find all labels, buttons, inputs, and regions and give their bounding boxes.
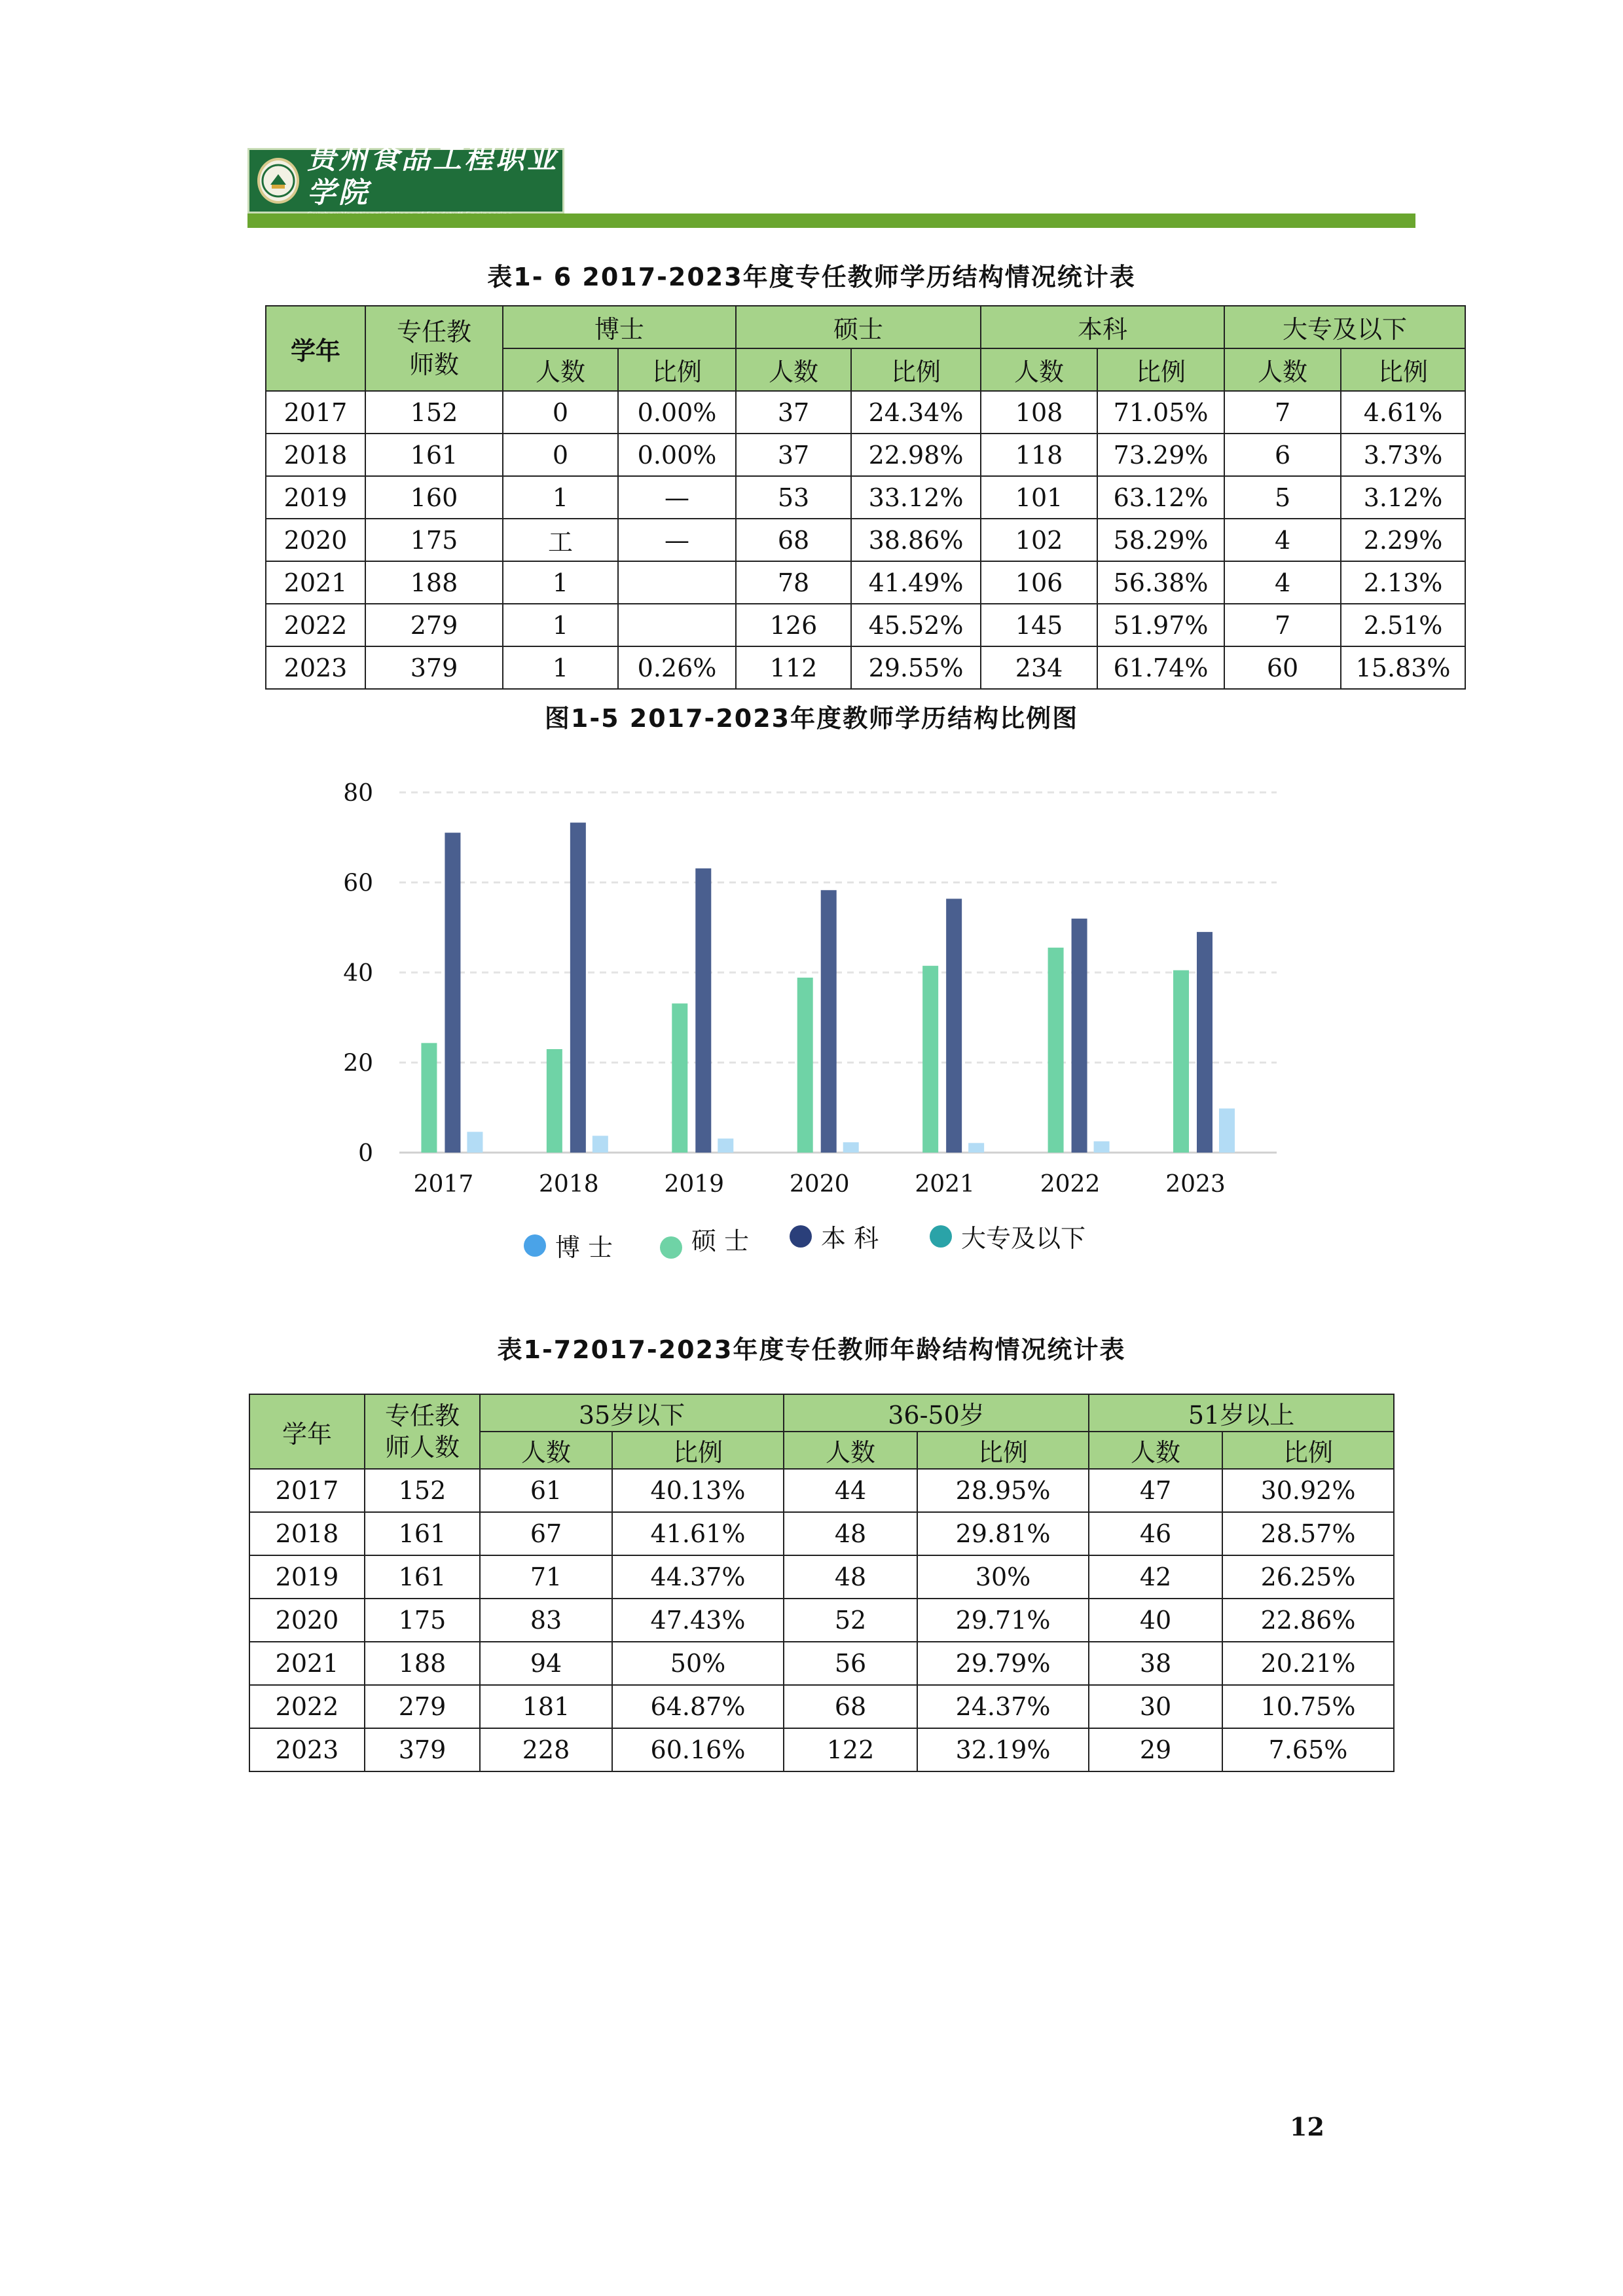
table-cell: 3.73% xyxy=(1341,434,1465,476)
education-structure-table xyxy=(265,305,1466,690)
table1-head-sub: 人数 xyxy=(736,348,851,391)
bar xyxy=(467,1132,483,1153)
table1-caption: 表1- 6 2017-2023年度专任教师学历结构情况统计表 xyxy=(487,263,1136,291)
bar xyxy=(547,1049,562,1153)
table-cell: 29.55% xyxy=(851,646,981,689)
table-cell: 63.12% xyxy=(1097,476,1224,519)
table-cell: 122 xyxy=(784,1728,917,1771)
table-cell: 2021 xyxy=(266,561,365,604)
x-tick-label: 2021 xyxy=(915,1171,975,1198)
x-tick-label: 2022 xyxy=(1040,1171,1101,1198)
school-name-cn: 贵州食品工程职业学院 xyxy=(307,142,558,210)
table-cell: 38 xyxy=(1089,1642,1222,1685)
table-cell: 60.16% xyxy=(612,1728,784,1771)
bar xyxy=(1197,932,1213,1153)
legend-item xyxy=(524,1227,613,1263)
table2-head-group: 35岁以下 xyxy=(480,1394,784,1432)
table-cell xyxy=(618,561,736,604)
table-cell: 30% xyxy=(917,1555,1089,1599)
table-row xyxy=(249,1469,1394,1512)
table-cell: 40 xyxy=(1089,1599,1222,1642)
table1-head-group: 博士 xyxy=(503,306,736,348)
table1-head-sub: 比例 xyxy=(618,348,736,391)
table-cell: 2018 xyxy=(249,1512,365,1555)
table-cell: 175 xyxy=(365,1599,480,1642)
table2-head-teachers-text: 专任教师人数 xyxy=(384,1401,460,1462)
table2-head-teachers xyxy=(365,1394,480,1469)
table2-head-year: 学年 xyxy=(249,1394,365,1469)
table-cell: 108 xyxy=(981,391,1097,434)
table-cell: 37 xyxy=(736,391,851,434)
bar xyxy=(843,1142,859,1153)
table-cell: 228 xyxy=(480,1728,612,1771)
table-cell: 181 xyxy=(480,1685,612,1728)
table1-head-sub: 比例 xyxy=(1341,348,1465,391)
header-rule xyxy=(247,213,1415,228)
table-row xyxy=(266,519,1465,561)
table-cell: 40.13% xyxy=(612,1469,784,1512)
table-cell: 0.00% xyxy=(618,434,736,476)
table-cell: — xyxy=(618,519,736,561)
table-cell: 53 xyxy=(736,476,851,519)
table-cell: 3.12% xyxy=(1341,476,1465,519)
table2-head-group: 51岁以上 xyxy=(1089,1394,1394,1432)
table-cell: 2017 xyxy=(266,391,365,434)
table-cell: 38.86% xyxy=(851,519,981,561)
table-cell: 83 xyxy=(480,1599,612,1642)
page-number: 12 xyxy=(1290,2112,1324,2141)
bar xyxy=(1219,1109,1235,1153)
table-cell: 29.81% xyxy=(917,1512,1089,1555)
table-cell: 161 xyxy=(365,434,503,476)
table2-head-sub: 人数 xyxy=(1089,1432,1222,1469)
table-cell: 2020 xyxy=(249,1599,365,1642)
table-cell: 2020 xyxy=(266,519,365,561)
table-cell: 2.13% xyxy=(1341,561,1465,604)
table1-head-teachers xyxy=(365,306,503,391)
table-cell: 145 xyxy=(981,604,1097,646)
table-cell: 46 xyxy=(1089,1512,1222,1555)
table-cell: 7 xyxy=(1224,391,1341,434)
table-cell: 4 xyxy=(1224,519,1341,561)
table1-head-sub: 比例 xyxy=(851,348,981,391)
table-cell: 78 xyxy=(736,561,851,604)
table-cell: 44.37% xyxy=(612,1555,784,1599)
table-cell: 48 xyxy=(784,1512,917,1555)
table-cell: 28.95% xyxy=(917,1469,1089,1512)
bar xyxy=(445,833,460,1153)
table-cell: 28.57% xyxy=(1222,1512,1394,1555)
table-row xyxy=(266,391,1465,434)
table-cell: 2018 xyxy=(266,434,365,476)
table-cell: 37 xyxy=(736,434,851,476)
table-cell: 41.61% xyxy=(612,1512,784,1555)
table-cell: 73.29% xyxy=(1097,434,1224,476)
table-cell: 47.43% xyxy=(612,1599,784,1642)
table-cell: 26.25% xyxy=(1222,1555,1394,1599)
table-row xyxy=(266,604,1465,646)
table-cell: 56 xyxy=(784,1642,917,1685)
table-cell: 112 xyxy=(736,646,851,689)
table-cell: 2021 xyxy=(249,1642,365,1685)
bar xyxy=(968,1143,984,1153)
bar xyxy=(1094,1141,1110,1153)
legend-swatch xyxy=(790,1225,812,1248)
school-logo xyxy=(247,142,564,213)
table-cell: 279 xyxy=(365,1685,480,1728)
table-cell: 10.75% xyxy=(1222,1685,1394,1728)
table1-head-group: 硕士 xyxy=(736,306,981,348)
table1-head-group: 大专及以下 xyxy=(1224,306,1465,348)
y-tick-label: 80 xyxy=(343,780,373,807)
table-cell: 64.87% xyxy=(612,1685,784,1728)
legend-label: 本 科 xyxy=(821,1224,879,1253)
table1-head-sub: 比例 xyxy=(1097,348,1224,391)
table-cell: 161 xyxy=(365,1555,480,1599)
bar xyxy=(821,890,837,1153)
y-tick-label: 60 xyxy=(343,870,373,897)
table-cell: 24.37% xyxy=(917,1685,1089,1728)
table-cell: 5 xyxy=(1224,476,1341,519)
table-cell: 2023 xyxy=(266,646,365,689)
table-cell: 42 xyxy=(1089,1555,1222,1599)
bar xyxy=(1173,971,1189,1153)
table2-head-sub: 人数 xyxy=(784,1432,917,1469)
table2-head-group: 36-50岁 xyxy=(784,1394,1089,1432)
table-cell: 2.29% xyxy=(1341,519,1465,561)
table-cell: 102 xyxy=(981,519,1097,561)
table-cell: 0 xyxy=(503,391,618,434)
table-row xyxy=(249,1555,1394,1599)
table-row xyxy=(249,1728,1394,1771)
table-cell: 71.05% xyxy=(1097,391,1224,434)
bar xyxy=(797,978,813,1153)
table-row xyxy=(266,434,1465,476)
table-cell: 94 xyxy=(480,1642,612,1685)
school-seal-icon xyxy=(257,158,299,204)
table2-head-sub: 人数 xyxy=(480,1432,612,1469)
legend-label: 硕 士 xyxy=(691,1226,750,1255)
table-cell: 188 xyxy=(365,561,503,604)
table-cell: 29.71% xyxy=(917,1599,1089,1642)
legend-swatch xyxy=(524,1234,546,1257)
table-cell: 32.19% xyxy=(917,1728,1089,1771)
table-cell: 279 xyxy=(365,604,503,646)
table-cell: 48 xyxy=(784,1555,917,1599)
table-row xyxy=(266,561,1465,604)
table-cell: 160 xyxy=(365,476,503,519)
table-cell: 118 xyxy=(981,434,1097,476)
y-tick-label: 40 xyxy=(343,960,373,987)
table-cell: 60 xyxy=(1224,646,1341,689)
x-tick-label: 2019 xyxy=(664,1171,725,1198)
table-cell: 29.79% xyxy=(917,1642,1089,1685)
table-cell: 20.21% xyxy=(1222,1642,1394,1685)
table-cell: 2022 xyxy=(249,1685,365,1728)
table-cell: 1 xyxy=(503,561,618,604)
table-cell: 234 xyxy=(981,646,1097,689)
table-cell: 71 xyxy=(480,1555,612,1599)
table1-head-teachers-text: 专任教师数 xyxy=(396,318,471,379)
table-cell: 2019 xyxy=(266,476,365,519)
table-cell: 68 xyxy=(736,519,851,561)
legend-swatch xyxy=(660,1236,682,1259)
table-cell: 152 xyxy=(365,1469,480,1512)
table-row xyxy=(266,476,1465,519)
bar xyxy=(421,1043,437,1153)
bar xyxy=(695,868,711,1153)
table-cell: 33.12% xyxy=(851,476,981,519)
x-tick-label: 2018 xyxy=(539,1171,599,1198)
age-structure-table xyxy=(249,1394,1395,1772)
table-cell: 0 xyxy=(503,434,618,476)
table-cell: 24.34% xyxy=(851,391,981,434)
table-cell: 58.29% xyxy=(1097,519,1224,561)
table1-head-group: 本科 xyxy=(981,306,1224,348)
legend-item xyxy=(790,1218,879,1254)
table-row xyxy=(266,646,1465,689)
table-cell: 15.83% xyxy=(1341,646,1465,689)
table-cell: 101 xyxy=(981,476,1097,519)
table-cell: 41.49% xyxy=(851,561,981,604)
table-cell xyxy=(618,604,736,646)
table-cell: 22.86% xyxy=(1222,1599,1394,1642)
legend-item xyxy=(930,1218,1085,1254)
table-cell: 51.97% xyxy=(1097,604,1224,646)
table1-head-sub: 人数 xyxy=(503,348,618,391)
table-cell: 47 xyxy=(1089,1469,1222,1512)
table-cell: 379 xyxy=(365,646,503,689)
table-cell: 1 xyxy=(503,476,618,519)
legend-label: 大专及以下 xyxy=(961,1224,1086,1253)
table-cell: 2019 xyxy=(249,1555,365,1599)
table-cell: 22.98% xyxy=(851,434,981,476)
table-cell: 6 xyxy=(1224,434,1341,476)
table-cell: 68 xyxy=(784,1685,917,1728)
table-cell: 2022 xyxy=(266,604,365,646)
table2-head-sub: 比例 xyxy=(917,1432,1089,1469)
bar xyxy=(922,966,938,1153)
table-cell: 161 xyxy=(365,1512,480,1555)
bar xyxy=(570,823,586,1153)
x-tick-label: 2017 xyxy=(413,1171,474,1198)
legend-swatch xyxy=(930,1225,952,1248)
x-tick-label: 2020 xyxy=(789,1171,850,1198)
table-cell: 1 xyxy=(503,604,618,646)
table-cell: 52 xyxy=(784,1599,917,1642)
table-cell: 30 xyxy=(1089,1685,1222,1728)
table-cell: 0.26% xyxy=(618,646,736,689)
y-tick-label: 0 xyxy=(358,1140,373,1167)
figure-caption: 图1-5 2017-2023年度教师学历结构比例图 xyxy=(544,704,1079,733)
table-row xyxy=(249,1642,1394,1685)
table-cell: 30.92% xyxy=(1222,1469,1394,1512)
bar xyxy=(946,898,962,1153)
education-bar-chart xyxy=(340,766,1296,1225)
table-cell: 2.51% xyxy=(1341,604,1465,646)
table-cell: 44 xyxy=(784,1469,917,1512)
table-cell: — xyxy=(618,476,736,519)
table-cell: 7 xyxy=(1224,604,1341,646)
table-row xyxy=(249,1512,1394,1555)
table-cell: 1 xyxy=(503,646,618,689)
table-cell: 61.74% xyxy=(1097,646,1224,689)
table-cell: 188 xyxy=(365,1642,480,1685)
table-cell: 67 xyxy=(480,1512,612,1555)
legend-item xyxy=(660,1218,749,1259)
bar xyxy=(593,1136,608,1153)
table1-head-year: 学年 xyxy=(266,306,365,391)
table-cell: 61 xyxy=(480,1469,612,1512)
bar xyxy=(1072,919,1087,1153)
table-cell: 4 xyxy=(1224,561,1341,604)
table-cell: 50% xyxy=(612,1642,784,1685)
table-cell: 126 xyxy=(736,604,851,646)
table-cell: 56.38% xyxy=(1097,561,1224,604)
x-tick-label: 2023 xyxy=(1165,1171,1226,1198)
table-cell: 45.52% xyxy=(851,604,981,646)
table-cell: 175 xyxy=(365,519,503,561)
y-tick-label: 20 xyxy=(343,1050,373,1077)
table-cell: 152 xyxy=(365,391,503,434)
table-cell: 379 xyxy=(365,1728,480,1771)
table1-head-sub: 人数 xyxy=(1224,348,1341,391)
table-row xyxy=(249,1599,1394,1642)
table-cell: 4.61% xyxy=(1341,391,1465,434)
bar xyxy=(672,1003,687,1153)
table2-head-sub: 比例 xyxy=(612,1432,784,1469)
table-cell: 2017 xyxy=(249,1469,365,1512)
bar xyxy=(718,1139,733,1153)
table-cell: 29 xyxy=(1089,1728,1222,1771)
table-cell: 2023 xyxy=(249,1728,365,1771)
table-row xyxy=(249,1685,1394,1728)
table-cell: 工 xyxy=(503,519,618,561)
bar xyxy=(1048,948,1064,1153)
table2-head-sub: 比例 xyxy=(1222,1432,1394,1469)
table-cell: 7.65% xyxy=(1222,1728,1394,1771)
table1-head-sub: 人数 xyxy=(981,348,1097,391)
table-cell: 106 xyxy=(981,561,1097,604)
legend-label: 博 士 xyxy=(555,1233,613,1262)
table-cell: 0.00% xyxy=(618,391,736,434)
table2-caption: 表1-72017-2023年度专任教师年龄结构情况统计表 xyxy=(497,1335,1126,1364)
